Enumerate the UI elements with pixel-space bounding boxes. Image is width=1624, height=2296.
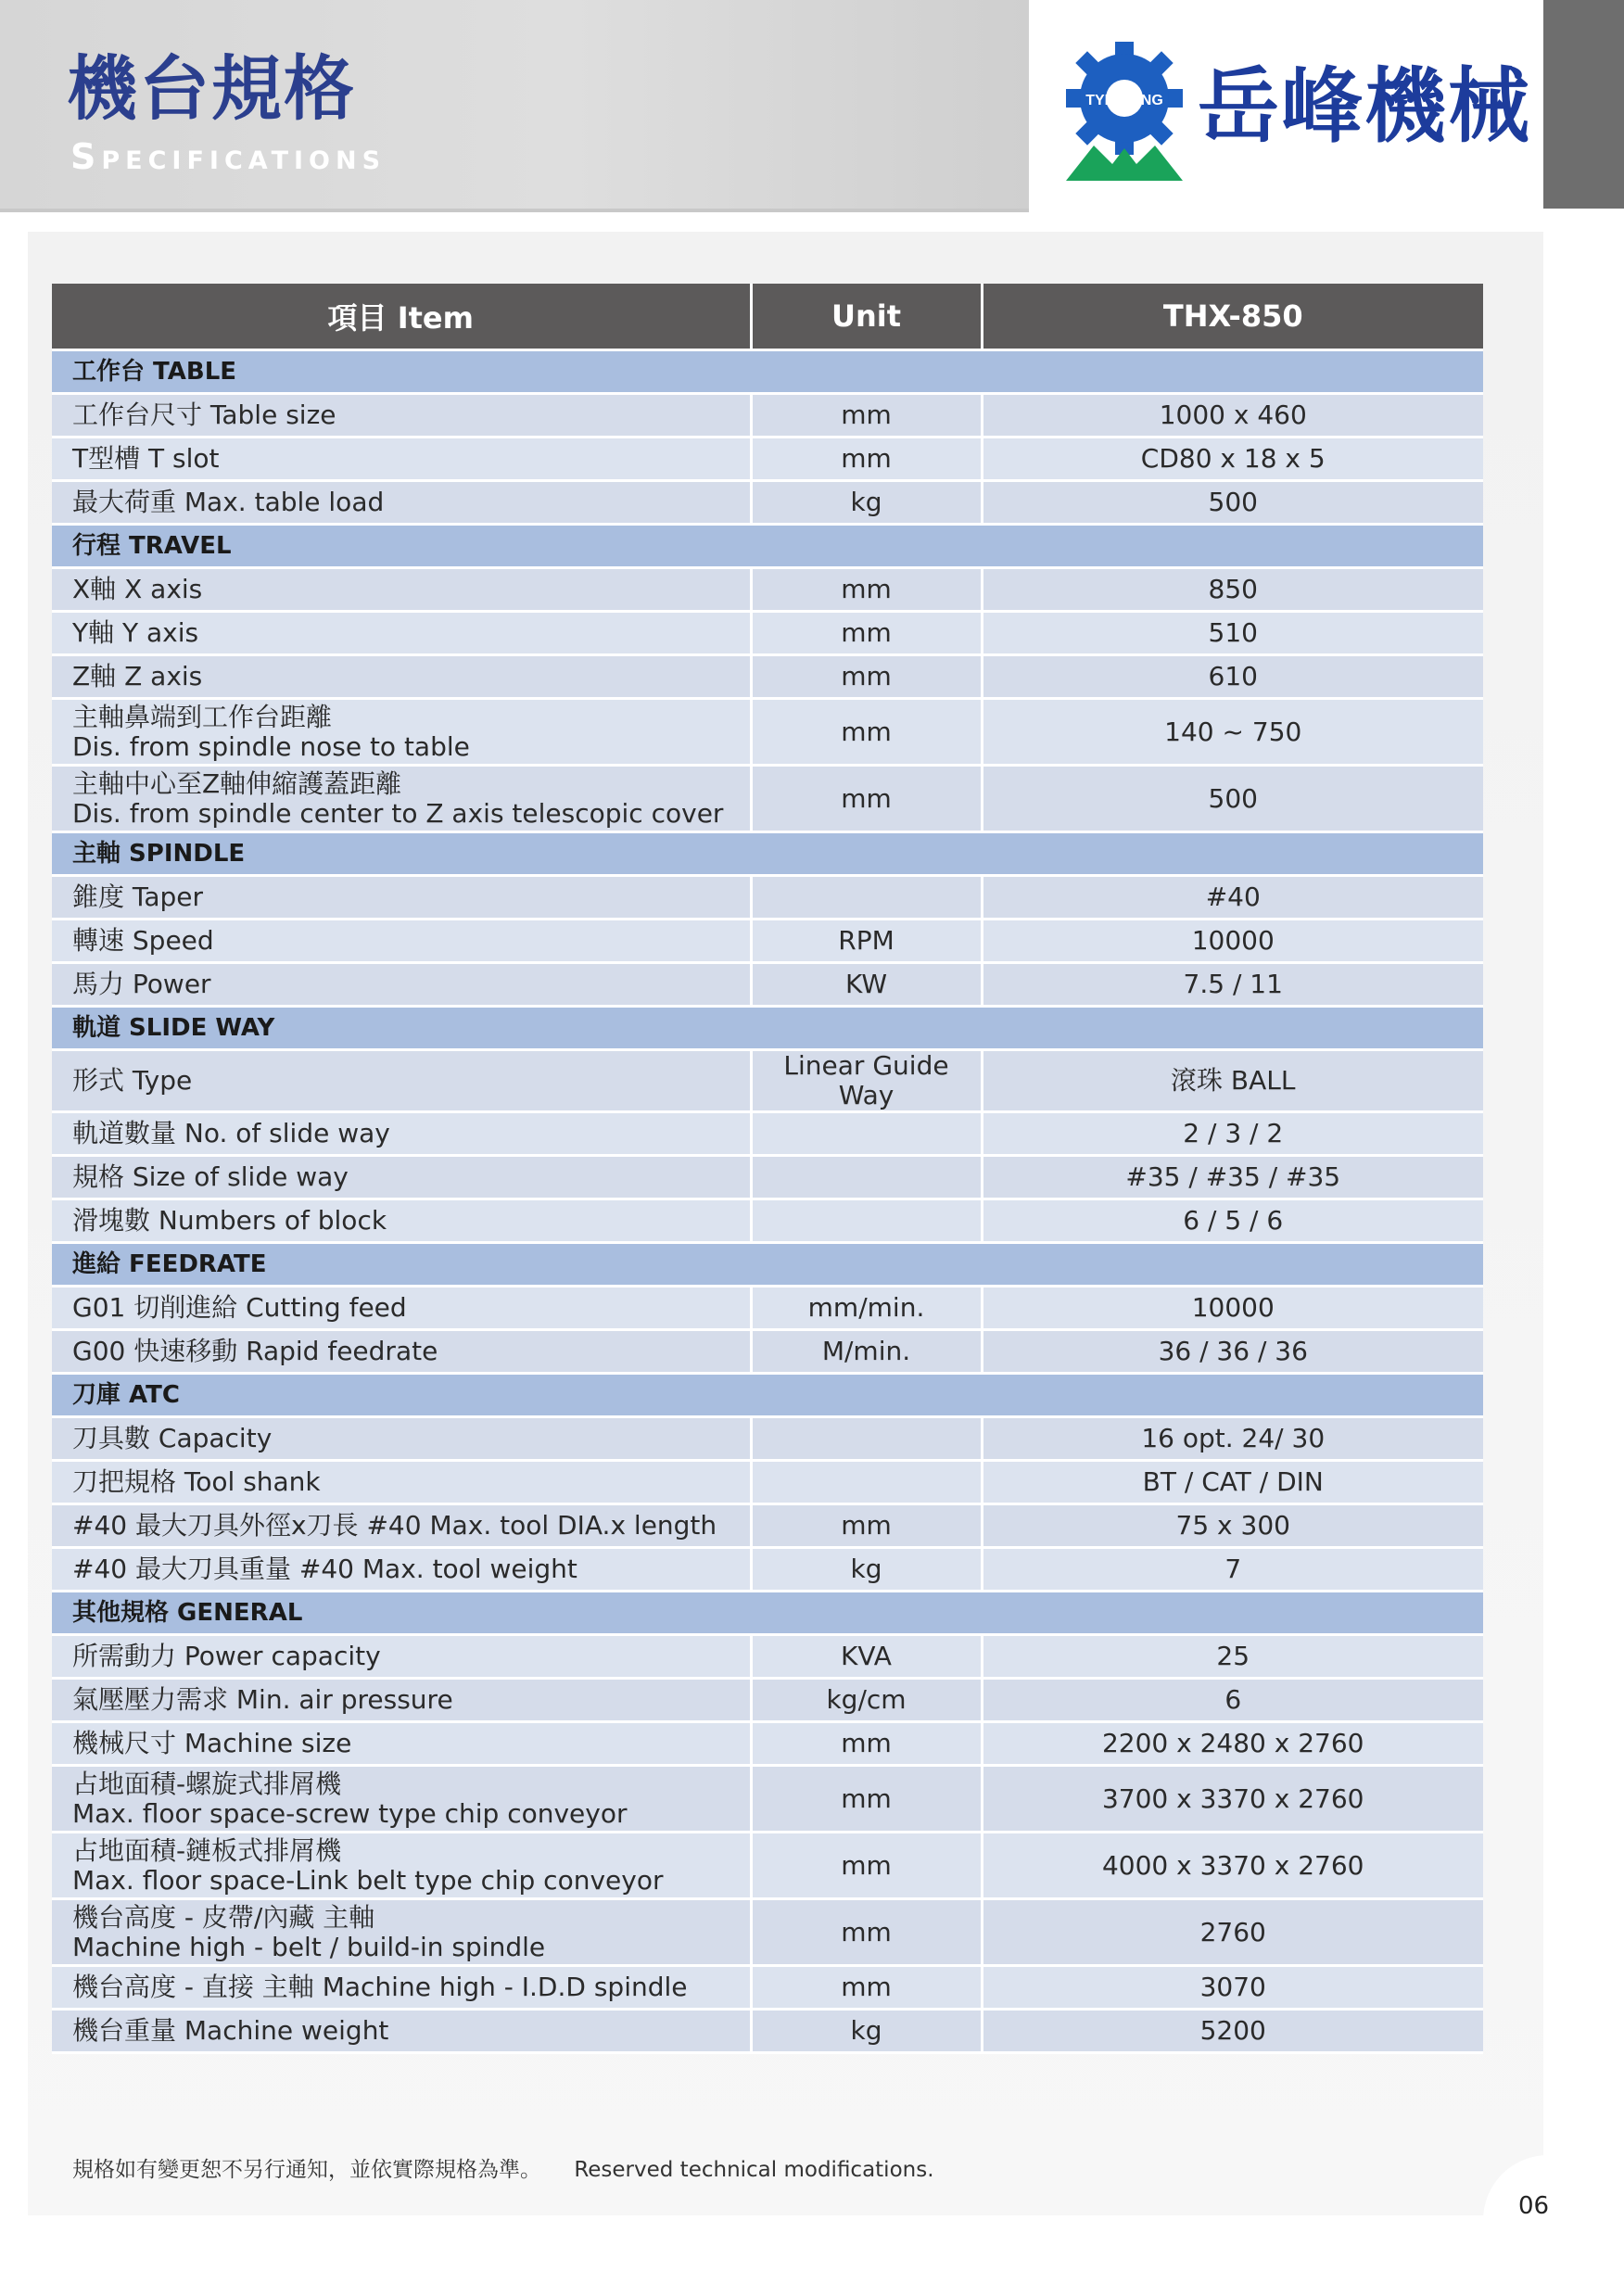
table-row <box>52 568 1483 612</box>
section-title: 主軸 SPINDLE <box>52 832 1483 876</box>
page-title: 機台規格 <box>67 47 356 130</box>
item-cell <box>52 1156 751 1199</box>
unit-cell <box>751 1112 982 1156</box>
table-row <box>52 1548 1483 1592</box>
unit-cell: mm <box>751 766 982 832</box>
item-cell <box>52 1417 751 1461</box>
value-cell: #35 / #35 / #35 <box>982 1156 1483 1199</box>
unit-cell <box>751 1461 982 1504</box>
table-row <box>52 876 1483 920</box>
section-title: 進給 FEEDRATE <box>52 1243 1483 1287</box>
item-label: 軌道數量 No. of slide way <box>72 1118 390 1148</box>
header-model: THX-850 <box>982 284 1483 350</box>
table-row <box>52 1287 1483 1330</box>
item-cell <box>52 1199 751 1243</box>
logo-text: TYE HONG <box>1085 93 1163 108</box>
footnote-en: Reserved technical modifications. <box>574 2158 934 2182</box>
value-cell: 25 <box>982 1635 1483 1679</box>
item-cell <box>52 963 751 1007</box>
section-title: 其他規格 GENERAL <box>52 1592 1483 1635</box>
value-cell: 6 / 5 / 6 <box>982 1199 1483 1243</box>
item-label: 主軸鼻端到工作台距離 <box>72 701 333 732</box>
section-title: 行程 TRAVEL <box>52 525 1483 568</box>
item-label: Y軸 Y axis <box>72 617 199 648</box>
section-row <box>52 1374 1483 1417</box>
table-row <box>52 394 1483 438</box>
item-label: 刀具數 Capacity <box>72 1423 273 1453</box>
table-row <box>52 920 1483 963</box>
item-label: 馬力 Power <box>72 969 211 999</box>
item-cell <box>52 1050 751 1112</box>
table-row <box>52 481 1483 525</box>
table-row <box>52 1156 1483 1199</box>
unit-cell: mm <box>751 612 982 655</box>
item-label: 氣壓壓力需求 Min. air pressure <box>72 1684 453 1715</box>
spec-table <box>52 284 1483 2054</box>
table-row <box>52 963 1483 1007</box>
unit-cell: mm <box>751 1966 982 2010</box>
item-cell <box>52 920 751 963</box>
unit-cell: mm/min. <box>751 1287 982 1330</box>
item-cell <box>52 1679 751 1722</box>
table-row <box>52 1330 1483 1374</box>
unit-cell <box>751 876 982 920</box>
value-cell: 滾珠 BALL <box>982 1050 1483 1112</box>
table-row <box>52 1112 1483 1156</box>
item-label-en: Dis. from spindle nose to table <box>72 730 470 762</box>
page-number: 06 <box>1518 2192 1550 2220</box>
item-cell <box>52 1766 751 1833</box>
value-cell: 36 / 36 / 36 <box>982 1330 1483 1374</box>
value-cell: 4000 x 3370 x 2760 <box>982 1833 1483 1899</box>
value-cell: 510 <box>982 612 1483 655</box>
unit-cell <box>751 1417 982 1461</box>
section-title: 刀庫 ATC <box>52 1374 1483 1417</box>
item-cell <box>52 1899 751 1966</box>
item-label: 機台高度 - 直接 主軸 Machine high - I.D.D spindle <box>72 1972 688 2002</box>
unit-cell: mm <box>751 1504 982 1548</box>
value-cell: 3070 <box>982 1966 1483 2010</box>
value-cell: 10000 <box>982 1287 1483 1330</box>
item-label: 機台高度 - 皮帶/內藏 主軸 <box>72 1901 375 1933</box>
item-label: 錐度 Taper <box>72 882 204 912</box>
value-cell: #40 <box>982 876 1483 920</box>
value-cell: 6 <box>982 1679 1483 1722</box>
item-cell <box>52 2010 751 2053</box>
value-cell: 10000 <box>982 920 1483 963</box>
page-subtitle: Specifications <box>70 136 387 177</box>
item-cell <box>52 1833 751 1899</box>
value-cell: 5200 <box>982 2010 1483 2053</box>
unit-cell: mm <box>751 699 982 766</box>
table-row <box>52 1966 1483 2010</box>
section-row <box>52 525 1483 568</box>
value-cell: CD80 x 18 x 5 <box>982 438 1483 481</box>
item-cell <box>52 1966 751 2010</box>
spec-table-body <box>52 350 1483 2053</box>
section-title: 軌道 SLIDE WAY <box>52 1007 1483 1050</box>
item-label: G01 切削進給 Cutting feed <box>72 1292 407 1323</box>
item-label: 占地面積-鏈板式排屑機 <box>72 1834 342 1866</box>
section-row <box>52 350 1483 394</box>
item-label: 滑塊數 Numbers of block <box>72 1205 387 1236</box>
item-cell <box>52 699 751 766</box>
item-cell <box>52 568 751 612</box>
item-label-en: Max. floor space-screw type chip conveyor <box>72 1797 628 1829</box>
table-row <box>52 1050 1483 1112</box>
unit-cell: KW <box>751 963 982 1007</box>
value-cell: 2200 x 2480 x 2760 <box>982 1722 1483 1766</box>
unit-cell: mm <box>751 438 982 481</box>
brand-logo <box>1038 0 1539 209</box>
unit-cell: mm <box>751 394 982 438</box>
unit-cell: kg <box>751 1548 982 1592</box>
item-cell <box>52 612 751 655</box>
item-label: X軸 X axis <box>72 574 203 604</box>
unit-cell: RPM <box>751 920 982 963</box>
item-label: 刀把規格 Tool shank <box>72 1466 321 1497</box>
section-row <box>52 832 1483 876</box>
unit-cell: mm <box>751 1899 982 1966</box>
item-cell <box>52 1635 751 1679</box>
section-row <box>52 1243 1483 1287</box>
table-row <box>52 1504 1483 1548</box>
table-row <box>52 1833 1483 1899</box>
table-row <box>52 2010 1483 2053</box>
value-cell: 850 <box>982 568 1483 612</box>
item-cell <box>52 1722 751 1766</box>
item-label: 最大荷重 Max. table load <box>72 487 385 517</box>
side-tab <box>1543 0 1624 209</box>
item-cell <box>52 1461 751 1504</box>
unit-cell: mm <box>751 1722 982 1766</box>
item-label: 工作台尺寸 Table size <box>72 400 336 430</box>
unit-cell: kg <box>751 2010 982 2053</box>
table-row <box>52 699 1483 766</box>
unit-cell: Linear Guide Way <box>751 1050 982 1112</box>
table-row <box>52 1417 1483 1461</box>
item-label: 所需動力 Power capacity <box>72 1641 381 1671</box>
item-label: #40 最大刀具外徑x刀長 #40 Max. tool DIA.x length <box>72 1510 717 1541</box>
item-label: 規格 Size of slide way <box>72 1161 349 1192</box>
item-cell <box>52 1287 751 1330</box>
item-label: 機台重量 Machine weight <box>72 2015 389 2046</box>
value-cell: 2 / 3 / 2 <box>982 1112 1483 1156</box>
section-title: 工作台 TABLE <box>52 350 1483 394</box>
footnote-zh: 規格如有變更恕不另行通知，並依實際規格為準。 <box>72 2158 541 2182</box>
footnote <box>72 2152 934 2183</box>
unit-cell <box>751 1199 982 1243</box>
item-cell <box>52 481 751 525</box>
unit-cell: mm <box>751 568 982 612</box>
unit-cell <box>751 1156 982 1199</box>
gear-logo-icon <box>1066 42 1183 181</box>
unit-cell: kg <box>751 481 982 525</box>
value-cell: 16 opt. 24/ 30 <box>982 1417 1483 1461</box>
unit-cell: mm <box>751 655 982 699</box>
table-row <box>52 438 1483 481</box>
value-cell: 7 <box>982 1548 1483 1592</box>
table-row <box>52 1635 1483 1679</box>
item-label-en: Max. floor space-Link belt type chip conveyor <box>72 1864 664 1896</box>
value-cell: BT / CAT / DIN <box>982 1461 1483 1504</box>
item-cell <box>52 1112 751 1156</box>
header-unit: Unit <box>751 284 982 350</box>
unit-cell: mm <box>751 1833 982 1899</box>
section-row <box>52 1007 1483 1050</box>
value-cell: 2760 <box>982 1899 1483 1966</box>
item-label: G00 快速移動 Rapid feedrate <box>72 1336 438 1366</box>
value-cell: 75 x 300 <box>982 1504 1483 1548</box>
item-label-en: Machine high - belt / build-in spindle <box>72 1931 546 1962</box>
value-cell: 140 ~ 750 <box>982 699 1483 766</box>
item-cell <box>52 1504 751 1548</box>
value-cell: 3700 x 3370 x 2760 <box>982 1766 1483 1833</box>
item-label: 機械尺寸 Machine size <box>72 1728 352 1758</box>
table-row <box>52 1199 1483 1243</box>
item-label: Z軸 Z axis <box>72 661 203 691</box>
value-cell: 7.5 / 11 <box>982 963 1483 1007</box>
table-row <box>52 1899 1483 1966</box>
header-band <box>0 0 1029 212</box>
unit-cell: kg/cm <box>751 1679 982 1722</box>
item-cell <box>52 394 751 438</box>
value-cell: 610 <box>982 655 1483 699</box>
item-label: 主軸中心至Z軸伸縮護蓋距離 <box>72 767 402 799</box>
item-cell <box>52 655 751 699</box>
table-row <box>52 1722 1483 1766</box>
item-label: 轉速 Speed <box>72 925 214 956</box>
table-row <box>52 1679 1483 1722</box>
item-cell <box>52 1548 751 1592</box>
item-label: #40 最大刀具重量 #40 Max. tool weight <box>72 1554 577 1584</box>
unit-cell: KVA <box>751 1635 982 1679</box>
value-cell: 1000 x 460 <box>982 394 1483 438</box>
item-cell <box>52 1330 751 1374</box>
item-cell <box>52 766 751 832</box>
item-label-en: Dis. from spindle center to Z axis telescopic cover <box>72 797 724 829</box>
item-label: 形式 Type <box>72 1065 193 1096</box>
table-row <box>52 1461 1483 1504</box>
item-cell <box>52 876 751 920</box>
item-cell <box>52 438 751 481</box>
value-cell: 500 <box>982 481 1483 525</box>
table-row <box>52 766 1483 832</box>
item-label: T型槽 T slot <box>72 443 220 474</box>
unit-cell: M/min. <box>751 1330 982 1374</box>
table-row <box>52 655 1483 699</box>
value-cell: 500 <box>982 766 1483 832</box>
page-corner <box>1483 2155 1624 2296</box>
unit-cell: mm <box>751 1766 982 1833</box>
item-label: 占地面積-螺旋式排屑機 <box>72 1768 342 1799</box>
section-row <box>52 1592 1483 1635</box>
header-item: 項目 Item <box>52 284 751 350</box>
brand-name: 岳峰機械 <box>1198 57 1532 154</box>
table-row <box>52 612 1483 655</box>
table-row <box>52 1766 1483 1833</box>
